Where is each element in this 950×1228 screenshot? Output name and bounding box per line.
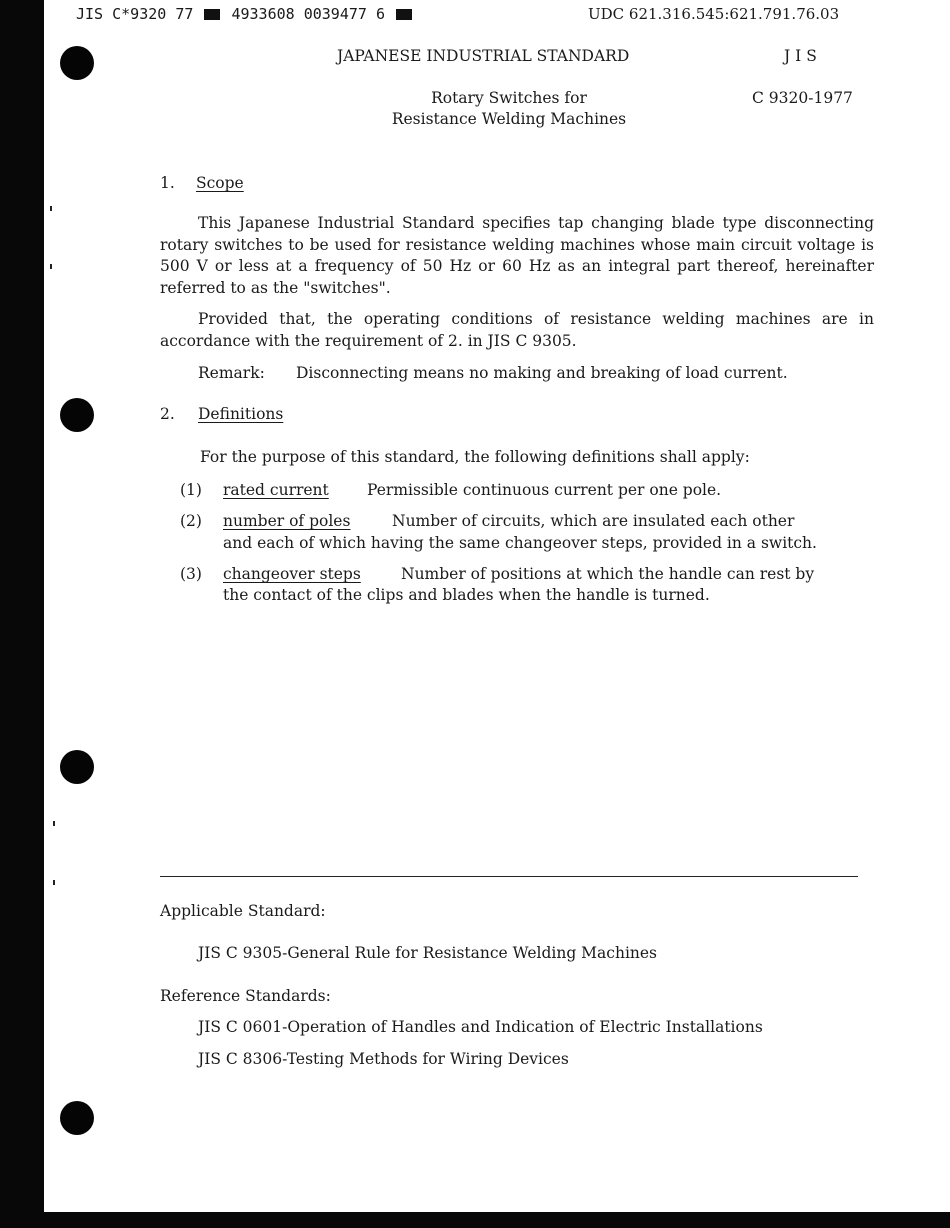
scan-speck xyxy=(53,821,55,826)
footer-divider xyxy=(160,876,858,877)
scan-border-bottom xyxy=(0,1212,950,1228)
doc-number: C 9320-1977 xyxy=(752,89,853,107)
punch-hole xyxy=(60,1101,94,1135)
definition-number: (3) xyxy=(180,565,202,583)
punch-hole xyxy=(60,398,94,432)
jis-label: J I S xyxy=(784,47,817,65)
definitions-number: 2. xyxy=(160,405,175,423)
scope-proviso: Provided that, the operating conditions of resistance welding machines are in accordance with the requirement of 2. in JIS C 9305. xyxy=(160,310,874,350)
definition-text-continued: and each of which having the same changeover steps, provided in a switch. xyxy=(223,534,817,552)
remark-label: Remark: xyxy=(198,364,265,382)
scan-speck xyxy=(53,880,55,885)
definition-text: Number of positions at which the handle can rest by xyxy=(401,565,815,583)
doc-title-line2: Resistance Welding Machines xyxy=(391,110,627,128)
punch-hole xyxy=(60,46,94,80)
definition-number: (2) xyxy=(180,512,202,530)
scope-paragraph: This Japanese Industrial Standard specifies tap changing blade type disconnecting rotary switches to be used for resistance welding machines whose main circuit voltage is 500 V or less at a frequency of 50 Hz or 60 Hz as an integral part thereof, hereinafter referred to as the "switches". xyxy=(160,214,874,297)
scan-speck xyxy=(50,264,52,269)
definitions-heading: Definitions xyxy=(198,405,284,423)
udc-number: UDC 621.316.545:621.791.76.03 xyxy=(588,5,840,23)
definition-text: Permissible continuous current per one pole. xyxy=(367,481,722,499)
definition-text: Number of circuits, which are insulated each other xyxy=(392,512,795,530)
catalog-code-part2: 4933608 0039477 6 xyxy=(231,5,385,23)
scope-number: 1. xyxy=(160,174,175,192)
definition-term: changeover steps xyxy=(223,565,361,583)
applicable-standard-label: Applicable Standard: xyxy=(160,902,326,920)
punch-hole xyxy=(60,750,94,784)
definition-number: (1) xyxy=(180,481,202,499)
standard-org: JAPANESE INDUSTRIAL STANDARD xyxy=(337,47,630,65)
doc-title-line1: Rotary Switches for xyxy=(431,89,587,107)
definitions-intro: For the purpose of this standard, the following definitions shall apply: xyxy=(200,448,750,466)
definition-term: rated current xyxy=(223,481,329,499)
catalog-code-part1: JIS C*9320 77 xyxy=(76,5,194,23)
reference-standard-item: JIS C 8306-Testing Methods for Wiring Devices xyxy=(198,1050,569,1068)
applicable-standard-item: JIS C 9305-General Rule for Resistance Welding Machines xyxy=(198,944,658,962)
reference-standard-item: JIS C 0601-Operation of Handles and Indication of Electric Installations xyxy=(198,1018,763,1036)
barcode-block-icon xyxy=(396,9,412,20)
barcode-block-icon xyxy=(204,9,220,20)
scope-heading: Scope xyxy=(196,174,244,192)
catalog-code xyxy=(76,4,414,24)
scan-speck xyxy=(50,206,52,211)
definition-text-continued: the contact of the clips and blades when the handle is turned. xyxy=(223,586,710,604)
scan-border-left xyxy=(0,0,44,1228)
definition-term: number of poles xyxy=(223,512,351,530)
reference-standards-label: Reference Standards: xyxy=(160,987,331,1005)
remark-text: Disconnecting means no making and breaking of load current. xyxy=(296,364,788,382)
